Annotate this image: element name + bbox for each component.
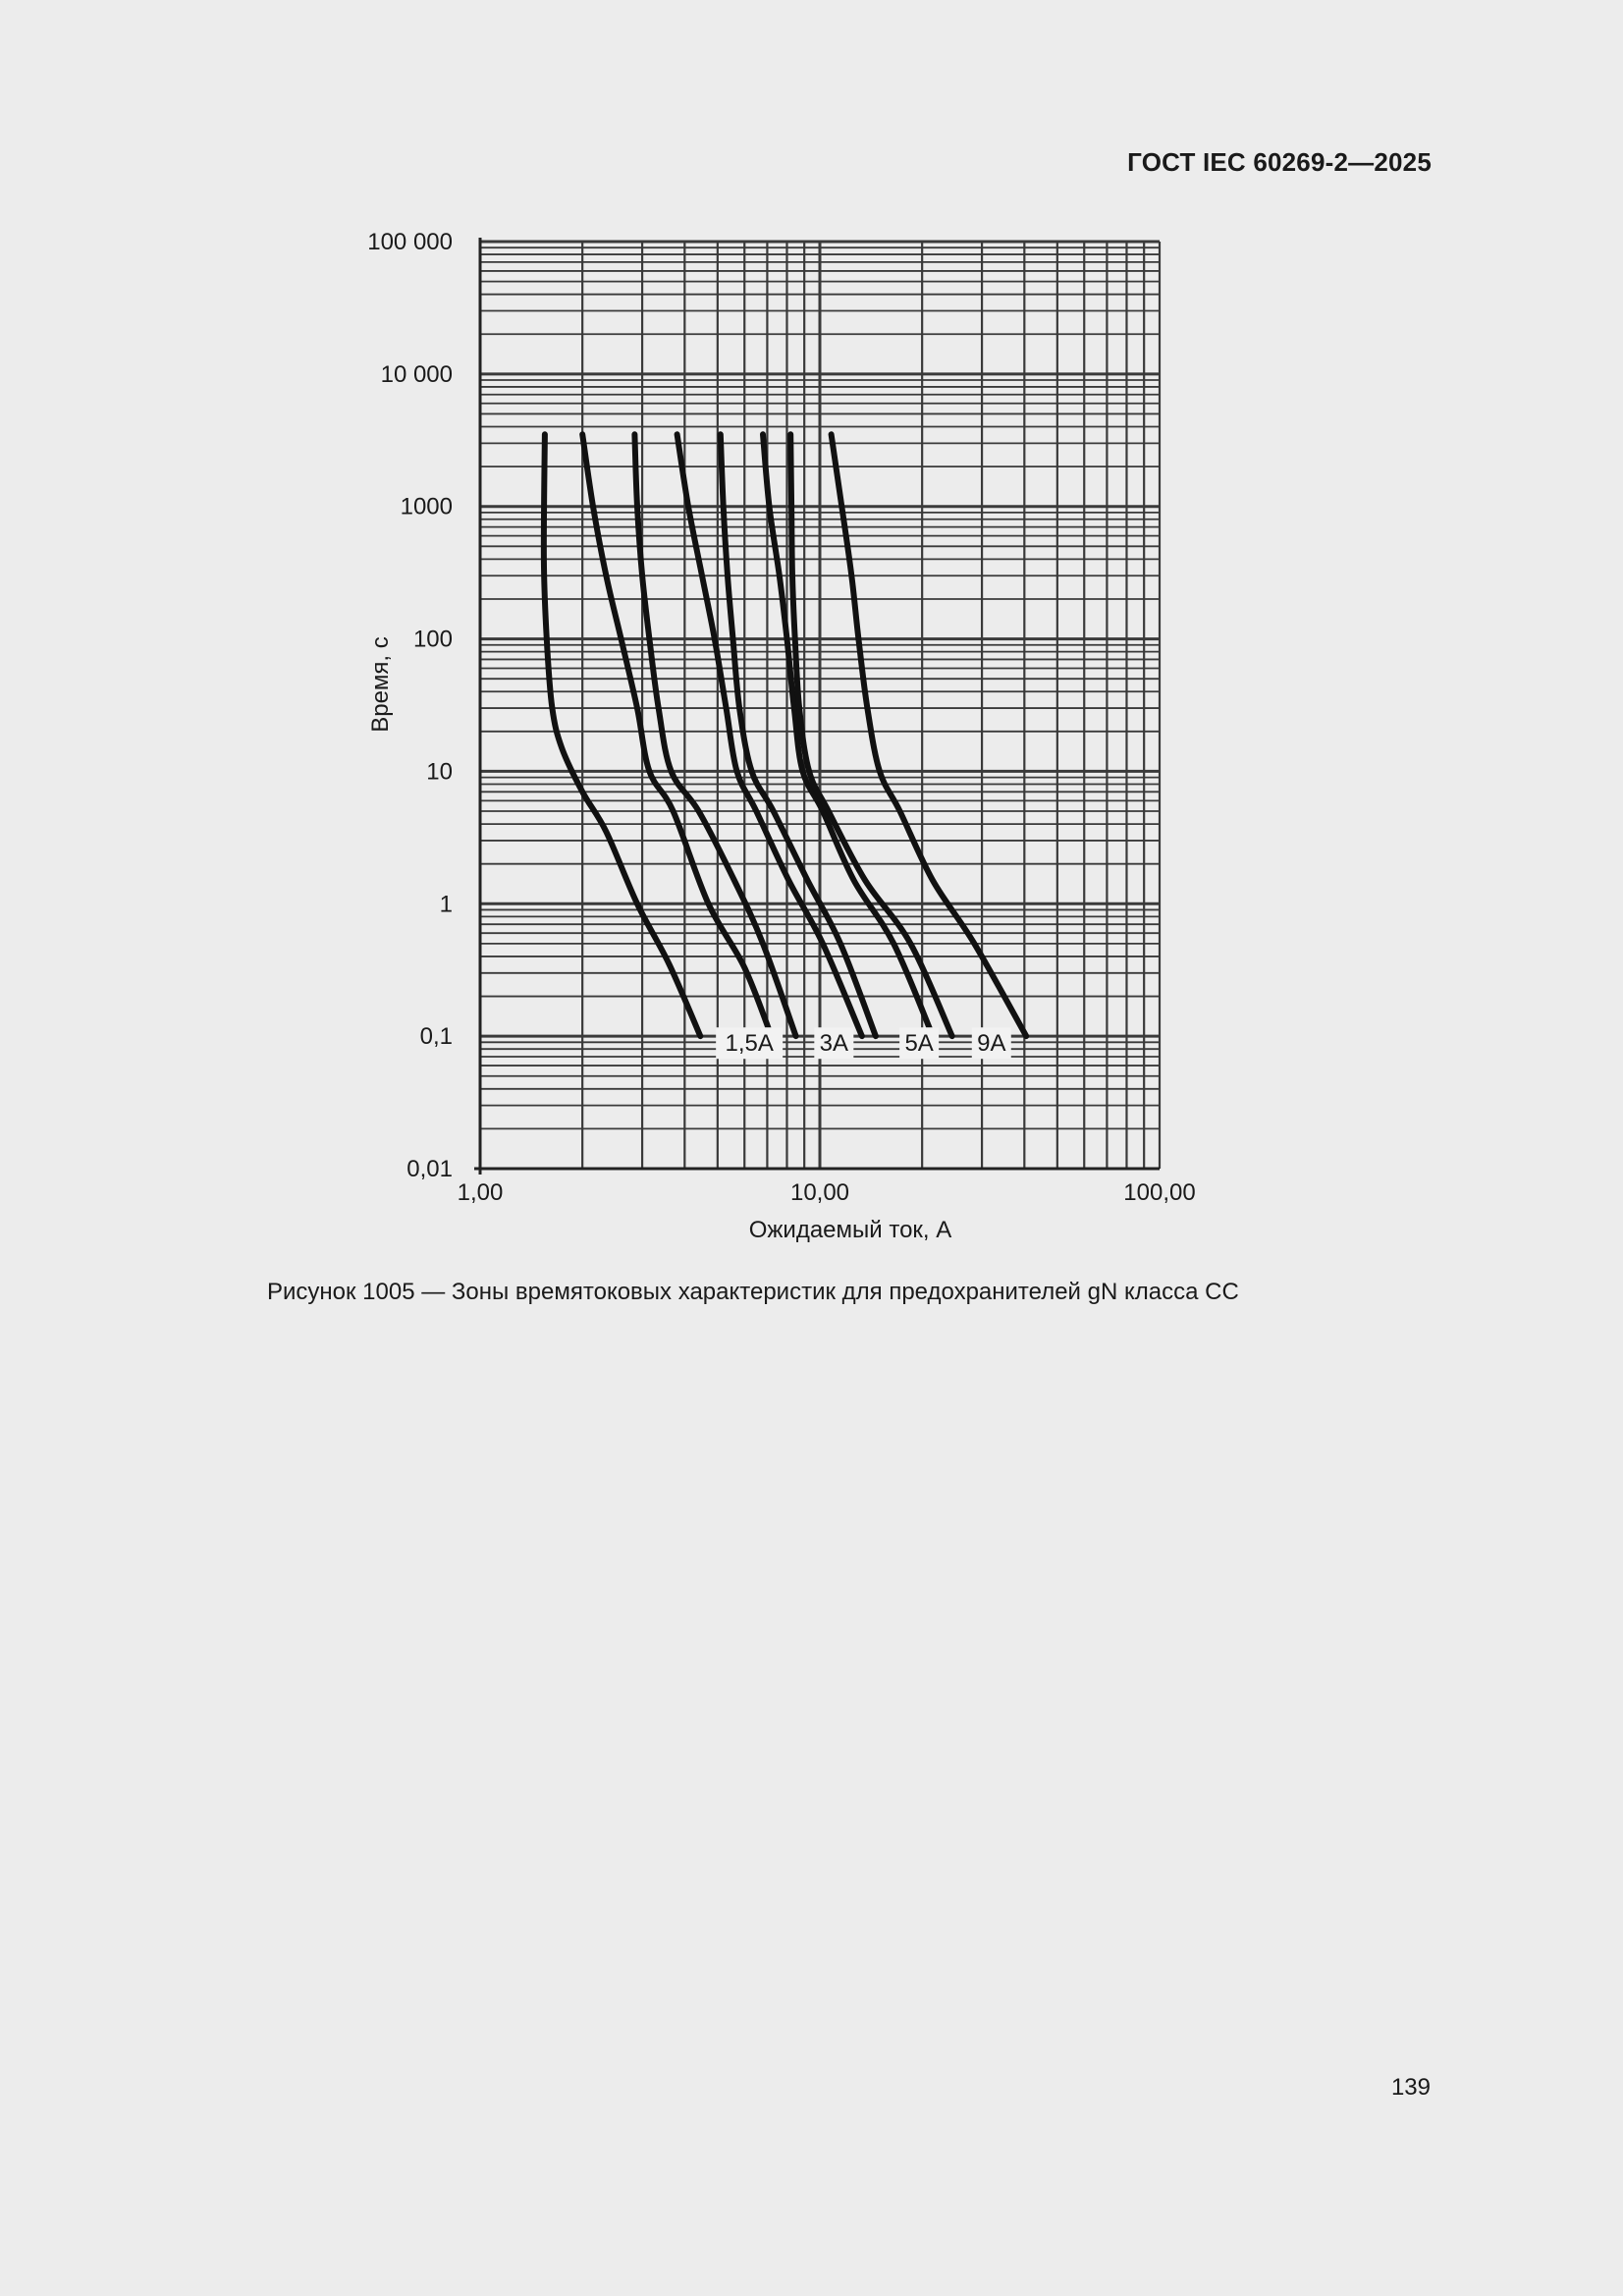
y-tick-label: 1000 xyxy=(400,493,453,520)
y-tick-label: 100 000 xyxy=(367,229,453,255)
curve-6 xyxy=(763,434,933,1036)
document-header: ГОСТ IEC 60269-2—2025 xyxy=(1127,147,1432,177)
curve-1 xyxy=(544,434,700,1036)
x-tick-label: 1,00 xyxy=(457,1179,504,1206)
x-tick-label: 10,00 xyxy=(789,1179,850,1206)
page-number: 139 xyxy=(1390,2074,1431,2101)
curve-8 xyxy=(832,434,1027,1036)
figure-caption: Рисунок 1005 — Зоны времятоковых характеристик для предохранителей gN класса CC xyxy=(267,1279,1239,1305)
y-tick-label: 10 xyxy=(426,758,453,786)
y-tick-label: 0,01 xyxy=(406,1156,453,1182)
x-axis-label: Ожидаемый ток, А xyxy=(748,1217,952,1243)
annotation-label: 1,5A xyxy=(725,1030,774,1058)
y-tick-label: 1 xyxy=(439,891,453,918)
y-tick-label: 10 000 xyxy=(380,360,453,388)
y-tick-label: 0,1 xyxy=(419,1023,453,1051)
annotation-label: 9A xyxy=(977,1030,1006,1058)
x-tick-labels xyxy=(458,1179,1196,1206)
annotation-label: 3A xyxy=(819,1030,849,1058)
chart-curves xyxy=(544,434,1026,1036)
y-axis-label: Время, с xyxy=(367,636,394,733)
x-tick-label: 100,00 xyxy=(1123,1179,1196,1206)
annotation-label: 5A xyxy=(904,1030,934,1058)
y-tick-label: 100 xyxy=(412,626,453,653)
